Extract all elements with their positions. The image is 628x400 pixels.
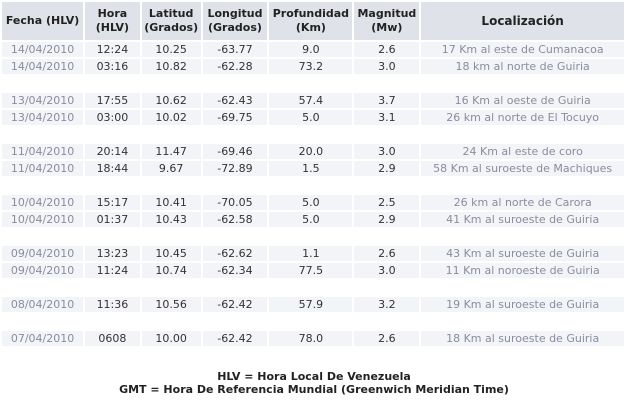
cell-localizacion: 19 Km al suroeste de Guiria	[421, 297, 624, 312]
cell-localizacion: 26 km al norte de El Tocuyo	[421, 110, 624, 125]
cell-profundidad: 5.0	[269, 212, 352, 227]
group-spacer	[2, 76, 624, 91]
table-row	[2, 110, 624, 125]
cell-fecha: 07/04/2010	[2, 331, 83, 346]
cell-hora: 20:14	[85, 144, 140, 159]
header-localizacion	[421, 2, 624, 40]
header-fecha-label: Fecha (HLV)	[5, 14, 80, 27]
cell-fecha: 11/04/2010	[2, 161, 83, 176]
footer-gmt-note: GMT = Hora De Referencia Mundial (Greenwich Meridian Time)	[119, 383, 509, 396]
cell-latitud: 10.02	[142, 110, 201, 125]
cell-longitud: -72.89	[203, 161, 268, 176]
header-localizacion-label: Localización	[481, 14, 564, 28]
cell-fecha: 08/04/2010	[2, 297, 83, 312]
cell-longitud: -69.46	[203, 144, 268, 159]
cell-latitud: 10.74	[142, 263, 201, 278]
cell-hora: 03:00	[85, 110, 140, 125]
spacer-cell	[2, 76, 624, 91]
table-row	[2, 246, 624, 261]
cell-longitud: -62.43	[203, 93, 268, 108]
table-header-row	[2, 2, 624, 40]
spacer-cell	[2, 280, 624, 295]
table-row	[2, 212, 624, 227]
group-spacer	[2, 280, 624, 295]
cell-latitud: 10.00	[142, 331, 201, 346]
cell-latitud: 10.82	[142, 59, 201, 74]
header-magnitud-label: Magnitud	[357, 7, 417, 20]
cell-magnitud: 3.0	[354, 144, 419, 159]
cell-profundidad: 9.0	[269, 42, 352, 57]
header-hora-label: Hora	[97, 7, 128, 20]
cell-profundidad: 5.0	[269, 195, 352, 210]
cell-localizacion: 18 km al norte de Guiria	[421, 59, 624, 74]
cell-longitud: -63.77	[203, 42, 268, 57]
header-hora	[85, 2, 140, 40]
cell-longitud: -62.42	[203, 331, 268, 346]
cell-fecha: 11/04/2010	[2, 144, 83, 159]
cell-magnitud: 2.9	[354, 212, 419, 227]
cell-magnitud: 3.2	[354, 297, 419, 312]
cell-magnitud: 3.1	[354, 110, 419, 125]
cell-hora: 13:23	[85, 246, 140, 261]
header-magnitud	[354, 2, 419, 40]
group-spacer	[2, 314, 624, 329]
header-hora-unit: (HLV)	[95, 21, 130, 34]
cell-profundidad: 57.4	[269, 93, 352, 108]
cell-hora: 12:24	[85, 42, 140, 57]
cell-hora: 0608	[85, 331, 140, 346]
table-row	[2, 42, 624, 57]
cell-hora: 11:24	[85, 263, 140, 278]
table-row	[2, 195, 624, 210]
cell-localizacion: 24 Km al este de coro	[421, 144, 624, 159]
cell-magnitud: 2.6	[354, 331, 419, 346]
cell-longitud: -70.05	[203, 195, 268, 210]
cell-fecha: 10/04/2010	[2, 212, 83, 227]
table-row	[2, 144, 624, 159]
cell-longitud: -62.28	[203, 59, 268, 74]
cell-magnitud: 3.7	[354, 93, 419, 108]
header-longitud-unit: (Grados)	[207, 21, 262, 34]
cell-localizacion: 18 Km al suroeste de Guiria	[421, 331, 624, 346]
cell-hora: 17:55	[85, 93, 140, 108]
table-row	[2, 161, 624, 176]
cell-profundidad: 5.0	[269, 110, 352, 125]
cell-latitud: 10.62	[142, 93, 201, 108]
cell-magnitud: 2.6	[354, 42, 419, 57]
cell-fecha: 14/04/2010	[2, 42, 83, 57]
cell-profundidad: 1.5	[269, 161, 352, 176]
cell-profundidad: 77.5	[269, 263, 352, 278]
cell-latitud: 9.67	[142, 161, 201, 176]
spacer-cell	[2, 127, 624, 142]
cell-longitud: -69.75	[203, 110, 268, 125]
table-row	[2, 93, 624, 108]
table-row	[2, 297, 624, 312]
group-spacer	[2, 229, 624, 244]
cell-localizacion: 16 Km al oeste de Guiria	[421, 93, 624, 108]
header-latitud	[142, 2, 201, 40]
cell-latitud: 10.41	[142, 195, 201, 210]
cell-fecha: 13/04/2010	[2, 93, 83, 108]
cell-latitud: 10.56	[142, 297, 201, 312]
cell-magnitud: 2.9	[354, 161, 419, 176]
table-row	[2, 59, 624, 74]
cell-localizacion: 26 km al norte de Carora	[421, 195, 624, 210]
header-magnitud-unit: (Mw)	[371, 21, 403, 34]
cell-profundidad: 1.1	[269, 246, 352, 261]
cell-latitud: 10.43	[142, 212, 201, 227]
header-profundidad-unit: (Km)	[295, 21, 326, 34]
cell-fecha: 13/04/2010	[2, 110, 83, 125]
cell-magnitud: 2.5	[354, 195, 419, 210]
cell-fecha: 09/04/2010	[2, 263, 83, 278]
cell-fecha: 10/04/2010	[2, 195, 83, 210]
cell-localizacion: 41 Km al suroeste de Guiria	[421, 212, 624, 227]
group-spacer	[2, 127, 624, 142]
cell-hora: 01:37	[85, 212, 140, 227]
table-row	[2, 263, 624, 278]
cell-longitud: -62.62	[203, 246, 268, 261]
cell-fecha: 14/04/2010	[2, 59, 83, 74]
header-profundidad	[269, 2, 352, 40]
cell-magnitud: 2.6	[354, 246, 419, 261]
cell-localizacion: 17 Km al este de Cumanacoa	[421, 42, 624, 57]
spacer-cell	[2, 314, 624, 329]
cell-localizacion: 58 Km al suroeste de Machiques	[421, 161, 624, 176]
table-row	[2, 331, 624, 346]
cell-localizacion: 43 Km al suroeste de Guiria	[421, 246, 624, 261]
cell-latitud: 10.45	[142, 246, 201, 261]
header-fecha	[2, 2, 83, 40]
header-profundidad-label: Profundidad	[272, 7, 350, 20]
group-spacer	[2, 178, 624, 193]
cell-hora: 03:16	[85, 59, 140, 74]
spacer-cell	[2, 229, 624, 244]
cell-longitud: -62.58	[203, 212, 268, 227]
cell-hora: 15:17	[85, 195, 140, 210]
cell-profundidad: 73.2	[269, 59, 352, 74]
cell-hora: 18:44	[85, 161, 140, 176]
footer-hlv-note: HLV = Hora Local De Venezuela	[217, 370, 411, 383]
header-latitud-unit: (Grados)	[144, 21, 199, 34]
cell-profundidad: 57.9	[269, 297, 352, 312]
header-longitud	[203, 2, 268, 40]
cell-latitud: 11.47	[142, 144, 201, 159]
cell-latitud: 10.25	[142, 42, 201, 57]
cell-hora: 11:36	[85, 297, 140, 312]
header-longitud-label: Longitud	[207, 7, 263, 20]
cell-profundidad: 78.0	[269, 331, 352, 346]
cell-magnitud: 3.0	[354, 59, 419, 74]
cell-longitud: -62.34	[203, 263, 268, 278]
cell-profundidad: 20.0	[269, 144, 352, 159]
cell-fecha: 09/04/2010	[2, 246, 83, 261]
cell-longitud: -62.42	[203, 297, 268, 312]
cell-localizacion: 11 Km al noroeste de Guiria	[421, 263, 624, 278]
cell-magnitud: 3.0	[354, 263, 419, 278]
spacer-cell	[2, 178, 624, 193]
header-latitud-label: Latitud	[148, 7, 194, 20]
